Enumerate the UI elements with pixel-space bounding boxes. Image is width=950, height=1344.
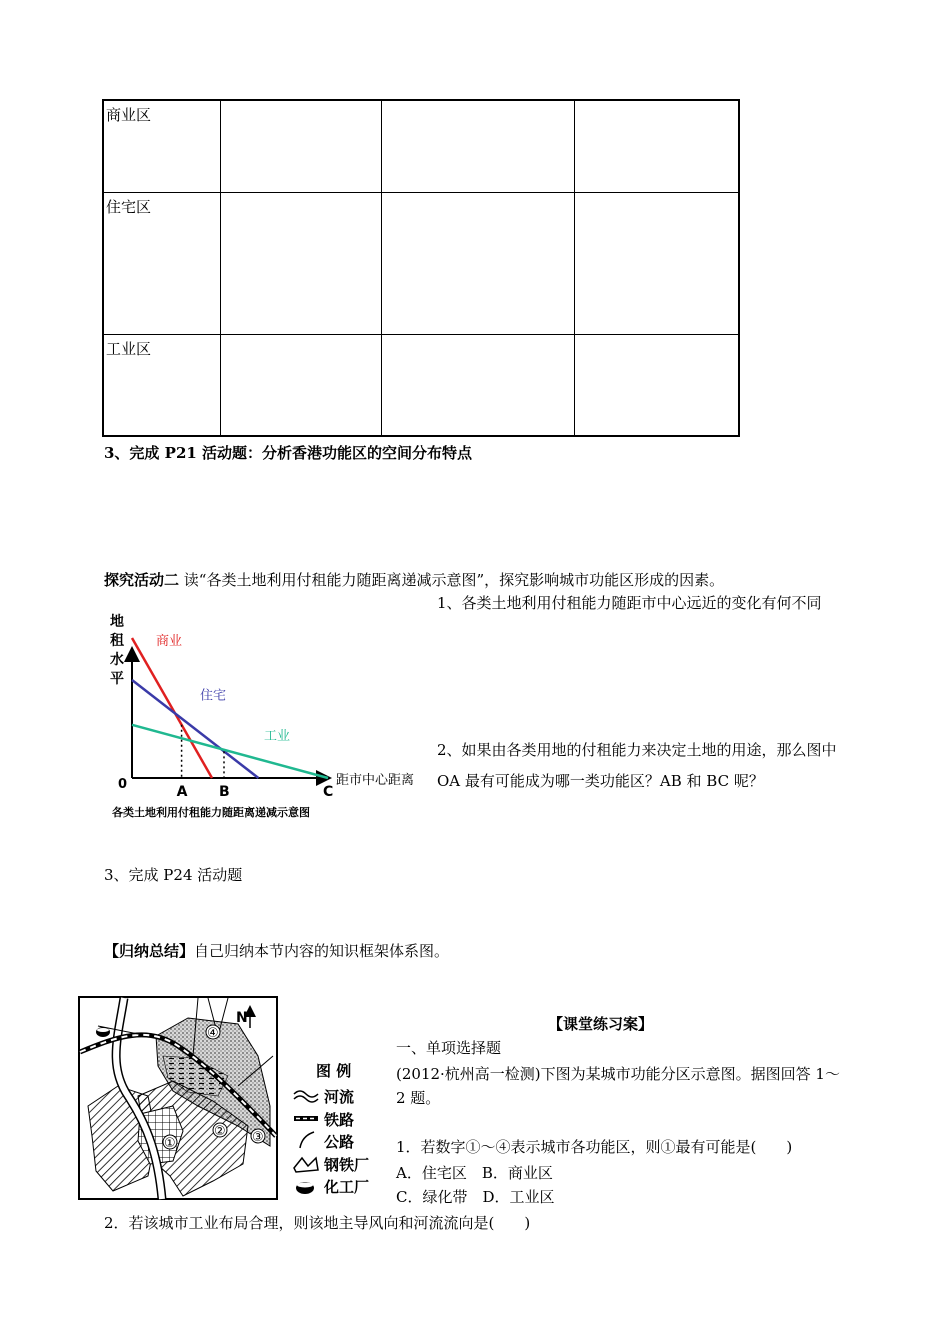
table-cell xyxy=(575,192,740,334)
table-cell xyxy=(575,100,740,192)
legend-labels xyxy=(324,1086,369,1199)
zone-label-2: ② xyxy=(214,1124,226,1139)
railway-icon xyxy=(294,1116,318,1121)
zone-table xyxy=(102,99,740,437)
practice-q1: 1．若数字①～④表示城市各功能区，则①最有可能是( ) xyxy=(396,1138,793,1156)
activity2-q2: 2、如果由各类用地的付租能力来决定土地的用途，那么图中 OA 最有可能成为哪一类功能区？AB 和 BC 呢？ xyxy=(437,741,837,790)
origin-label: 0 xyxy=(118,777,128,792)
north-label: N xyxy=(236,1010,248,1026)
row-label-residential: 住宅区 xyxy=(103,192,221,334)
summary-line xyxy=(104,940,449,962)
row-label-industrial: 工业区 xyxy=(103,334,221,436)
x-tick-A: A xyxy=(176,784,188,800)
chart-ylabel-char: 平 xyxy=(110,671,124,687)
table-cell xyxy=(382,192,575,334)
series-line-2 xyxy=(132,725,328,778)
table-row xyxy=(103,100,739,192)
zone-label-1: ① xyxy=(164,1136,176,1151)
legend-label-chemical: 化工厂 xyxy=(324,1178,370,1196)
practice-q2: 2．若该城市工业布局合理，则该地主导风向和河流流向是( ) xyxy=(104,1214,531,1232)
bid-rent-chart xyxy=(100,600,420,830)
zone-label-3: ③ xyxy=(252,1130,264,1145)
series-label-1: 住宅 xyxy=(200,688,227,704)
x-tick-C: C xyxy=(323,784,334,800)
chart-ylabel-char: 地 xyxy=(110,614,124,630)
chart-ylabel-char: 水 xyxy=(110,652,124,668)
table-cell xyxy=(221,334,382,436)
legend-label-road: 公路 xyxy=(324,1133,355,1151)
summary-heading: 【归纳总结】 xyxy=(104,942,195,960)
chart-title: 各类土地利用付租能力随距离递减示意图 xyxy=(112,806,310,819)
table-cell xyxy=(221,100,382,192)
city-zoning-map xyxy=(78,996,278,1200)
table-row xyxy=(103,334,739,436)
practice-q1-options-2: C．绿化带 D．工业区 xyxy=(396,1188,555,1206)
road-icon xyxy=(300,1132,314,1148)
practice-section: 一、单项选择题 xyxy=(396,1039,502,1057)
row-label-commercial: 商业区 xyxy=(103,100,221,192)
zone-label-4: ④ xyxy=(207,1026,219,1041)
table-cell xyxy=(221,192,382,334)
practice-heading: 【课堂练习案】 xyxy=(548,1015,654,1033)
table-cell xyxy=(382,334,575,436)
legend-label-river: 河流 xyxy=(324,1088,355,1106)
table-cell xyxy=(382,100,575,192)
chemical-plant-icon xyxy=(296,1182,314,1194)
river-icon xyxy=(294,1091,318,1102)
activity2-q3: 3、完成 P24 活动题 xyxy=(104,866,243,884)
table-cell xyxy=(575,334,740,436)
steel-plant-icon xyxy=(294,1158,318,1172)
practice-q1-options-1: A．住宅区 B．商业区 xyxy=(396,1164,553,1182)
x-tick-B: B xyxy=(219,784,230,800)
activity2-q1: 1、各类土地利用付租能力随距市中心远近的变化有何不同 xyxy=(437,594,822,612)
chart-ylabel-char: 租 xyxy=(110,633,124,649)
activity2-intro: 读“各类土地利用付租能力随距离递减示意图”，探究影响城市功能区形成的因素。 xyxy=(183,571,725,589)
series-line-0 xyxy=(132,638,212,778)
summary-text: 自己归纳本节内容的知识框架体系图。 xyxy=(194,942,450,960)
legend-label-steel: 钢铁厂 xyxy=(324,1155,370,1174)
table-row xyxy=(103,192,739,334)
practice-source: (2012·杭州高一检测)下图为某城市功能分区示意图。据图回答 1～2 题。 xyxy=(396,1065,840,1107)
activity2-heading: 探究活动二 xyxy=(104,571,180,589)
legend-label-railway: 铁路 xyxy=(324,1110,355,1129)
task3-hongkong: 3、完成 P21 活动题：分析香港功能区的空间分布特点 xyxy=(104,444,473,462)
chart-ylabel xyxy=(110,613,125,687)
legend-title: 图 例 xyxy=(316,1062,352,1080)
series-label-0: 商业 xyxy=(156,634,183,649)
chart-xlabel: 距市中心距离 xyxy=(336,773,415,788)
series-label-2: 工业 xyxy=(264,729,291,745)
